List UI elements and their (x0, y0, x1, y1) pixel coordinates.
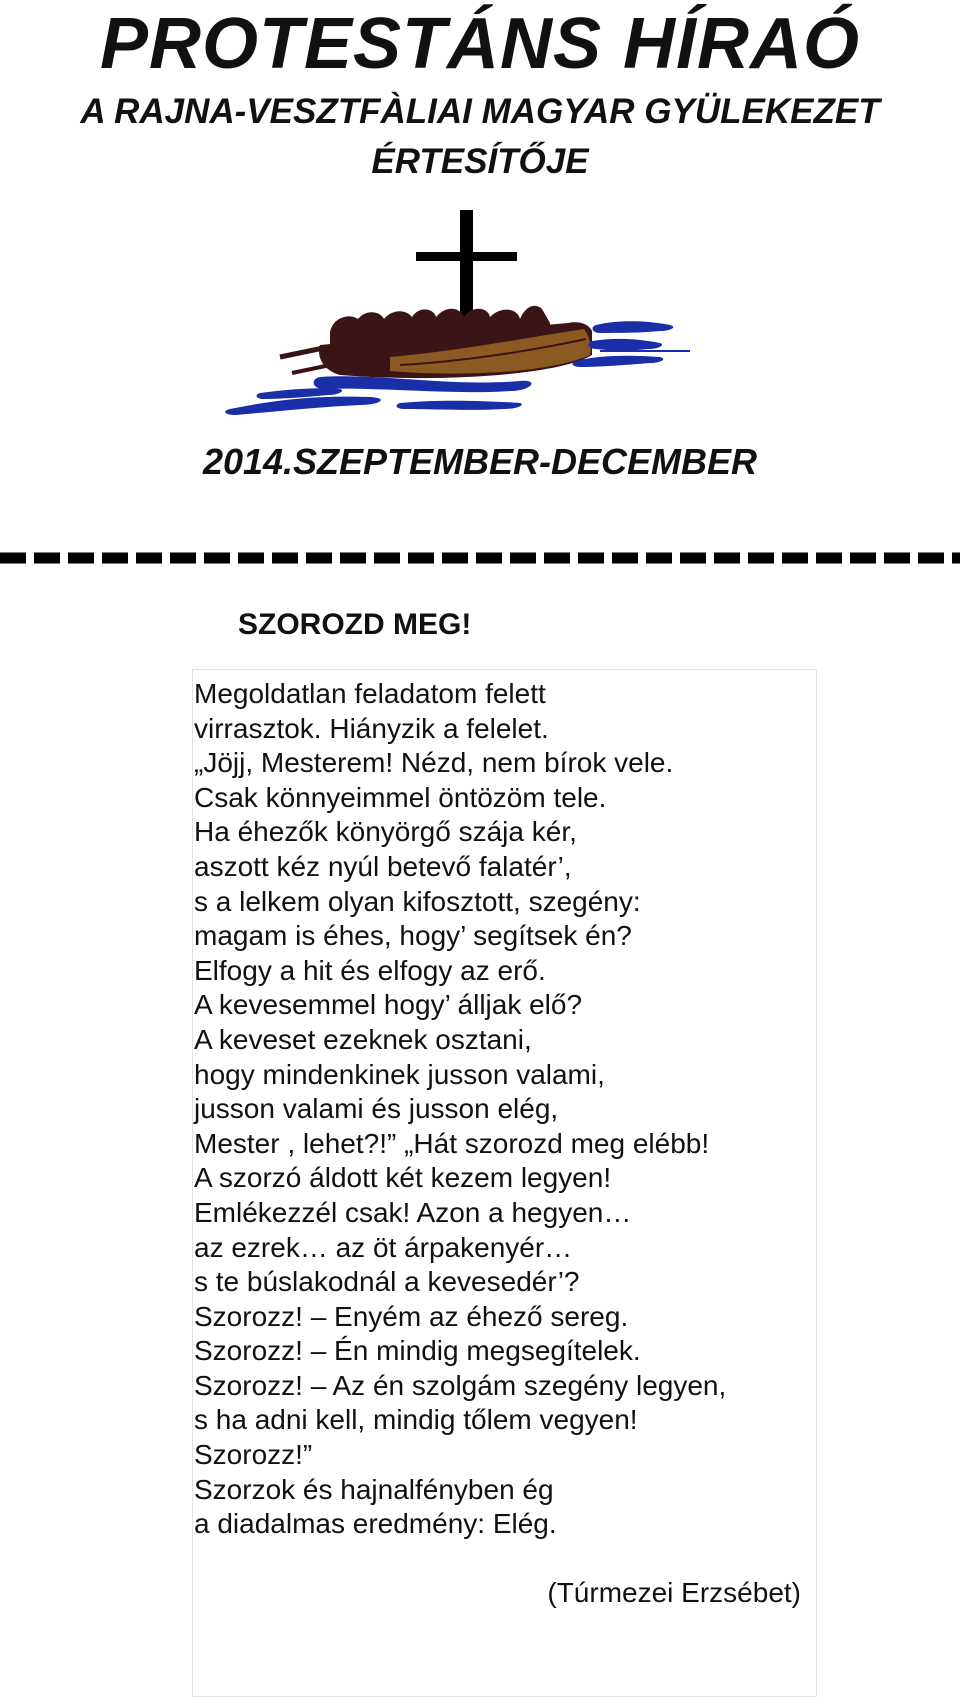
poem-line: Csak könnyeimmel öntözöm tele. (194, 781, 607, 813)
poem-line: az ezrek… az öt árpakenyér… (194, 1231, 573, 1263)
poem-lines (194, 677, 726, 1542)
poem-line: virrasztok. Hiányzik a felelet. (194, 712, 549, 744)
newsletter-subtitle-line1: A RAJNA-VESZTFÀLIAI MAGYAR GYÜLEKEZET (80, 92, 880, 131)
poem-line: magam is éhes, hogy’ segítsek én? (194, 920, 632, 952)
poem-line: A szorzó áldott két kezem legyen! (194, 1162, 612, 1194)
poem-line: hogy mindenkinek jusson valami, (194, 1058, 605, 1090)
poem-title: SZOROZD MEG! (238, 608, 472, 641)
poem-line: Szorozz! – Az én szolgám szegény legyen, (194, 1369, 727, 1401)
poem-line: Emlékezzél csak! Azon a hegyen… (194, 1196, 632, 1228)
poem-line: Megoldatlan feladatom felett (194, 678, 546, 709)
poem-line: s ha adni kell, mindig tőlem vegyen! (194, 1404, 638, 1436)
dashed-divider (0, 550, 960, 566)
newsletter-subtitle-line2: ÉRTESÍTŐJE (371, 142, 589, 181)
poem-author: (Túrmezei Erzsébet) (547, 1577, 801, 1608)
poem-line: aszott kéz nyúl betevő falatér’, (194, 850, 572, 882)
poem-line: „Jöjj, Mesterem! Nézd, nem bírok vele. (194, 747, 674, 779)
poem-line: A keveset ezeknek osztani, (194, 1023, 532, 1055)
poem-line: s a lelkem olyan kifosztott, szegény: (194, 885, 641, 917)
poem-line: Szorozz! – Én mindig megsegítelek. (194, 1335, 641, 1367)
poem-line: jusson valami és jusson elég, (194, 1093, 559, 1125)
poem-line: A kevesemmel hogy’ álljak elő? (194, 989, 583, 1021)
poem-line: s te búslakodnál a kevesedér’? (194, 1266, 580, 1298)
water-wave-left (225, 397, 381, 415)
poem-line: a diadalmas eredmény: Elég. (194, 1508, 557, 1540)
water-wave-main (314, 376, 532, 392)
newsletter-title: PROTESTÁNS HÍRAÓ (99, 4, 861, 84)
poem-line: Szorozz! – Enyém az éhező sereg. (194, 1300, 629, 1332)
cross-boat-icon (220, 205, 720, 440)
cross-horizontal-bar (416, 252, 517, 261)
poem-line: Szorzok és hajnalfényben ég (194, 1473, 554, 1505)
masthead (0, 0, 960, 184)
water-wave-mid (397, 401, 522, 410)
issue-date: 2014.SZEPTEMBER-DECEMBER (202, 441, 758, 482)
water-wave-right-2 (589, 339, 663, 351)
water-wave-right (593, 321, 674, 333)
poem-line: Elfogy a hit és elfogy az erő. (194, 954, 546, 986)
poem-line: Ha éhezők könyörgő szája kér, (194, 816, 577, 848)
poem-line: Mester , lehet?!” „Hát szorozd meg elébb! (194, 1127, 710, 1159)
poem-line: Szorozz!” (194, 1439, 313, 1471)
